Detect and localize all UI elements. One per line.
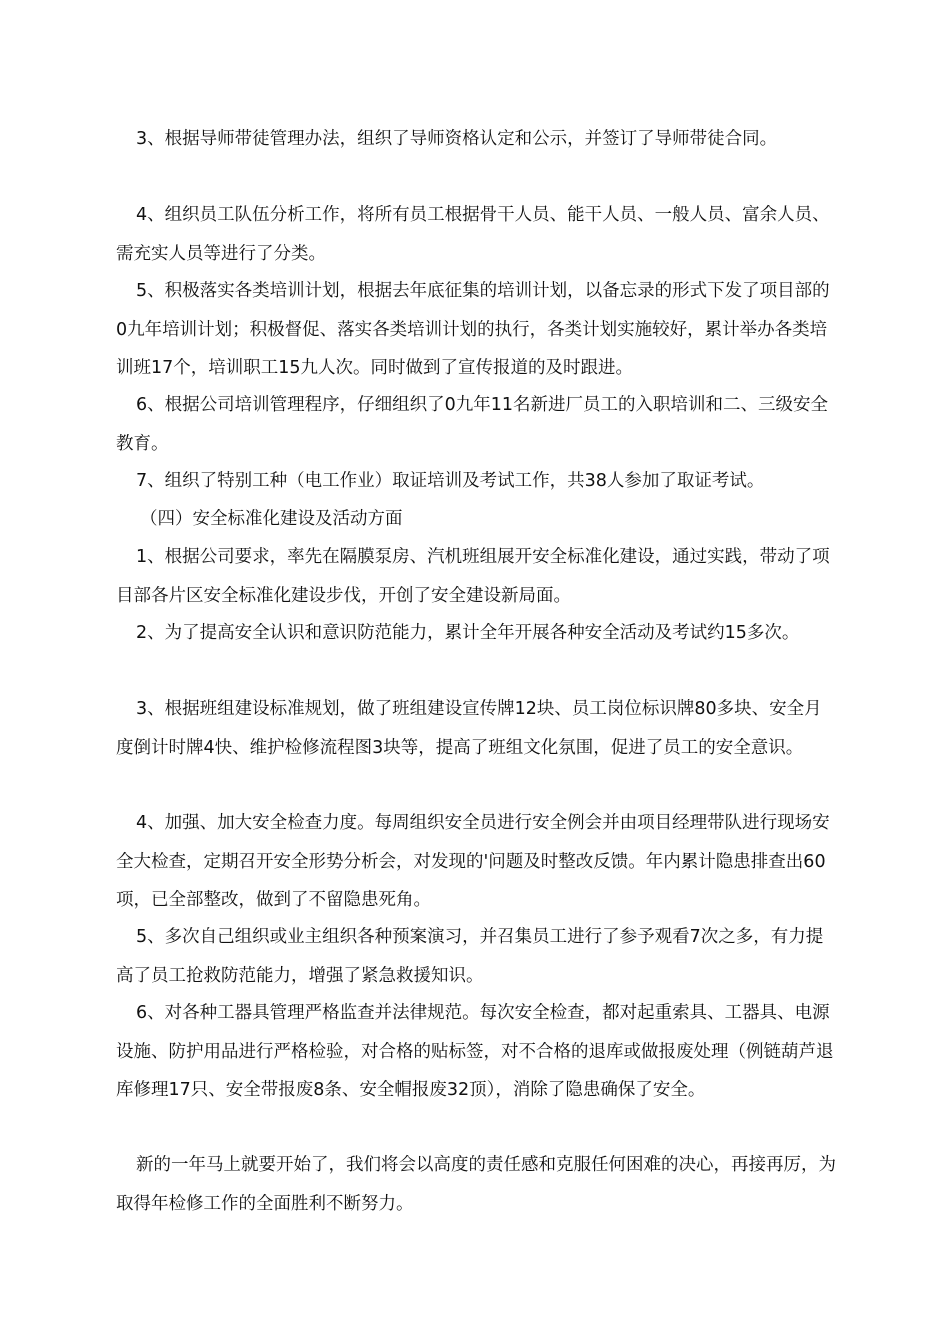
paragraph-mentor-contract: 3、根据导师带徒管理办法，组织了导师资格认定和公示，并签订了导师带徒合同。 — [136, 129, 778, 149]
paragraph-team-signage: 3、根据班组建设标准规划，做了班组建设宣传牌12块、员工岗位标识牌80多块、安全月度倒计时牌4快、维护检修流程图3块等，提高了班组文化氛围，促进了员工的安全意识。 — [116, 699, 822, 758]
paragraph-training-plan: 5、积极落实各类培训计划，根据去年底征集的培训计划，以备忘录的形式下发了项目部的0九年培训计划；积极督促、落实各类培训计划的执行，各类计划实施较好，累计举办各类培训班17个，培训职工15九人次。同时做到了宣传报道的及时跟进。 — [116, 281, 830, 378]
paragraph-emergency-drills: 5、多次自己组织或业主组织各种预案演习，并召集员工进行了参予观看7次之多，有力提高了员工抢救防范能力，增强了紧急救援知识。 — [116, 927, 824, 986]
paragraph-staff-analysis: 4、组织员工队伍分析工作，将所有员工根据骨干人员、能干人员、一般人员、富余人员、需充实人员等进行了分类。 — [116, 205, 830, 264]
paragraph-safety-standardization: 1、根据公司要求，率先在隔膜泵房、汽机班组展开安全标准化建设，通过实践，带动了项目部各片区安全标准化建设步伐，开创了安全建设新局面。 — [116, 547, 830, 606]
paragraph-closing: 新的一年马上就要开始了，我们将会以高度的责任感和克服任何困难的决心，再接再厉，为取得年检修工作的全面胜利不断努力。 — [116, 1155, 836, 1214]
paragraph-tool-management: 6、对各种工器具管理严格监查并法律规范。每次安全检查，都对起重索具、工器具、电源设施、防护用品进行严格检验，对合格的贴标签，对不合格的退库或做报废处理（例链葫芦退库修理17只、安全带报废8条、安全帽报废32顶），消除了隐患确保了安全。 — [116, 1003, 834, 1100]
paragraph-safety-inspection: 4、加强、加大安全检查力度。每周组织安全员进行安全例会并由项目经理带队进行现场安全大检查，定期召开安全形势分析会，对发现的'问题及时整改反馈。年内累计隐患排查出60项，已全部整改，做到了不留隐患死角。 — [116, 813, 830, 910]
paragraph-new-employee-training: 6、根据公司培训管理程序，仔细组织了0九年11名新进厂员工的入职培训和二、三级安全教育。 — [116, 395, 829, 454]
section-heading-safety-standardization: （四）安全标准化建设及活动方面 — [140, 509, 403, 529]
paragraph-safety-activities: 2、为了提高安全认识和意识防范能力，累计全年开展各种安全活动及考试约15多次。 — [136, 623, 800, 643]
paragraph-special-certification: 7、组织了特别工种（电工作业）取证培训及考试工作，共38人参加了取证考试。 — [136, 471, 765, 491]
